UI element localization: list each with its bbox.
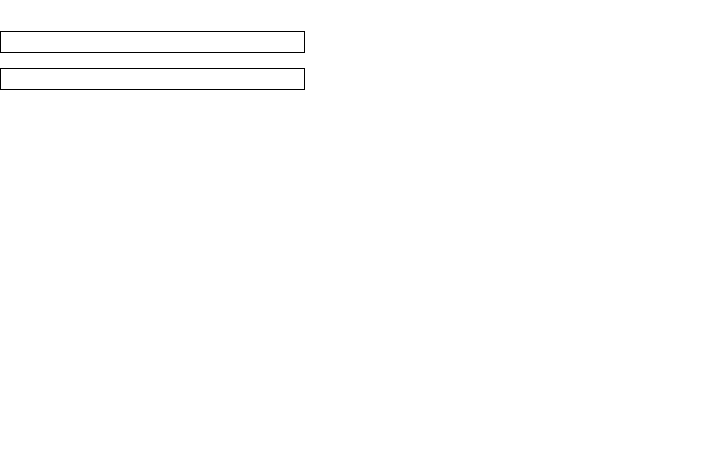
empty-cell — [0, 68, 305, 90]
empty-cell — [0, 31, 305, 53]
